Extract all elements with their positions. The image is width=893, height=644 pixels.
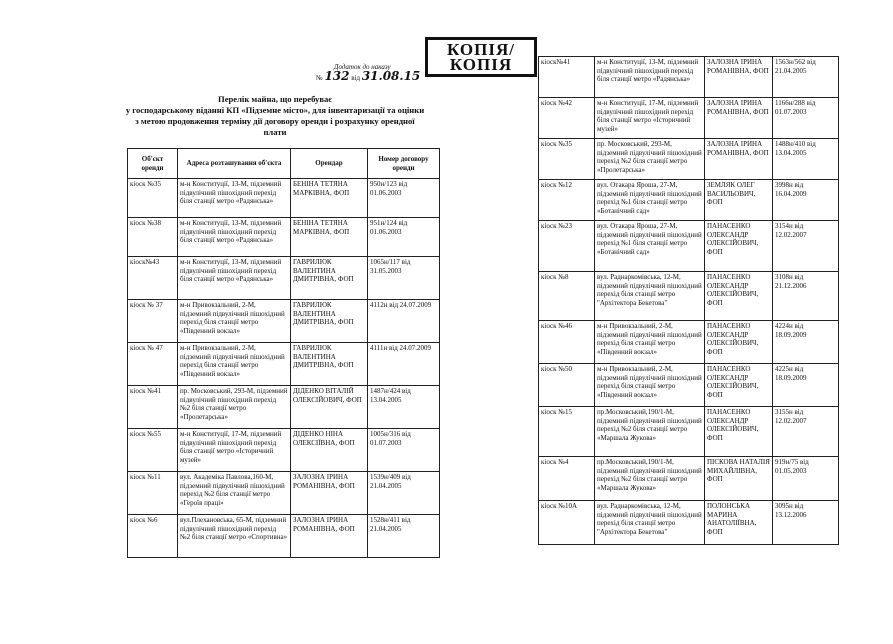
table-row bbox=[539, 364, 839, 407]
cell-object: кіоск №46 bbox=[539, 321, 595, 364]
table-row bbox=[128, 515, 440, 558]
table-header-row bbox=[128, 149, 440, 179]
cell-object: кіоск №11 bbox=[128, 472, 178, 515]
addendum-from-label: від bbox=[351, 74, 361, 82]
title-line-2: у господарському віданні КП «Підземне місто», для інвентаризації та оцінки bbox=[125, 105, 425, 115]
cell-contract: 1539н/409 від 21.04.2005 bbox=[368, 472, 440, 515]
cell-tenant: ЗАЛОЗНА ІРИНА РОМАНІВНА, ФОП bbox=[705, 57, 773, 98]
table-row bbox=[128, 472, 440, 515]
cell-contract: 1488н/410 від 13.04.2005 bbox=[773, 139, 839, 180]
addendum-label: Додаток до наказу bbox=[334, 63, 391, 71]
property-table-right bbox=[538, 56, 839, 545]
table-body-right bbox=[539, 57, 839, 545]
table-row bbox=[539, 98, 839, 139]
cell-object: кіоск №42 bbox=[539, 98, 595, 139]
cell-contract: 1005н/316 від 01.07.2003 bbox=[368, 429, 440, 472]
title-line-4: плати bbox=[263, 127, 287, 137]
header-object: Об'єкт оренди bbox=[128, 149, 178, 179]
cell-tenant: ЗАЛОЗНА ІРИНА РОМАНІВНА, ФОП bbox=[291, 472, 368, 515]
cell-contract: 4111н від 24.07.2009 bbox=[368, 343, 440, 386]
table-row bbox=[128, 429, 440, 472]
table-row bbox=[539, 180, 839, 221]
cell-object: кіоск №6 bbox=[128, 515, 178, 558]
cell-tenant: ПІСКОВА НАТАЛІЯ МИХАЙЛІВНА, ФОП bbox=[705, 457, 773, 501]
cell-tenant: ГАВРИЛЮК ВАЛЕНТИНА ДМИТРІВНА, ФОП bbox=[291, 343, 368, 386]
cell-address: м-н Привокзальний, 2-М, підземний підвулічний пішохідний перехід біля станції метро «Південний вокзал» bbox=[595, 321, 705, 364]
addendum-number: 132 bbox=[324, 69, 350, 83]
property-table-left bbox=[127, 148, 440, 558]
cell-address: м-н Привокзальний, 2-М, підземний підвулічний пішохідний перехід біля станції метро «Південний вокзал» bbox=[178, 300, 291, 343]
stamp-line-1: КОПІЯ/ bbox=[447, 40, 515, 59]
cell-address: вул. Академіка Павлова,160-М, підземний підвулічний пішохідний перехід №2 біля станції метро «Героїв праці» bbox=[178, 472, 291, 515]
cell-contract: 1528н/411 від 21.04.2005 bbox=[368, 515, 440, 558]
order-addendum-note bbox=[316, 63, 420, 83]
cell-address: м-н Конституції, 13-М, підземний підвулічний пішохідний перехід біля станції метро «Радянська» bbox=[178, 179, 291, 218]
cell-tenant: БЕНІНА ТЕТЯНА МАРКІВНА, ФОП bbox=[291, 218, 368, 257]
cell-address: м-н Конституції, 17-М, підземний підвулічний пішохідний перехід біля станції метро «Історичний музей» bbox=[178, 429, 291, 472]
table-row bbox=[128, 300, 440, 343]
title-line-1: Перелік майна, що перебуває bbox=[218, 94, 332, 104]
table-row bbox=[128, 386, 440, 429]
cell-tenant: ДІДЕНКО ВІТАЛІЙ ОЛЕКСІЙОВИЧ, ФОП bbox=[291, 386, 368, 429]
table-row bbox=[539, 407, 839, 457]
cell-contract: 1065н/117 від 31.05.2003 bbox=[368, 257, 440, 300]
cell-object: кіоск №41 bbox=[128, 386, 178, 429]
cell-contract: 3998н від 16.04.2009 bbox=[773, 180, 839, 221]
header-contract: Номер договору оренди bbox=[368, 149, 440, 179]
cell-tenant: ПАНАСЕНКО ОЛЕКСАНДР ОЛЕКСІЙОВИЧ, ФОП bbox=[705, 407, 773, 457]
cell-address: вул. Раднаркомівська, 12-М, підземний підвулічний пішохідний перехід біля станції метро "Архітектора Бекетова" bbox=[595, 272, 705, 321]
cell-contract: 950н/123 від 01.06.2003 bbox=[368, 179, 440, 218]
cell-contract: 1487н/424 від 13.04.2005 bbox=[368, 386, 440, 429]
cell-tenant: ЗАЛОЗНА ІРИНА РОМАНІВНА, ФОП bbox=[705, 98, 773, 139]
cell-tenant: ДІДЕНКО НІНА ОЛЕКСІЇВНА, ФОП bbox=[291, 429, 368, 472]
table-row bbox=[128, 179, 440, 218]
table-row bbox=[539, 221, 839, 272]
cell-address: пр.Московський,190/1-М, підземний підвулічний пішохідний перехід №2 біля станції метро «Маршала Жукова» bbox=[595, 457, 705, 501]
cell-contract: 951н/124 від 01.06.2003 bbox=[368, 218, 440, 257]
cell-tenant: ПАНАСЕНКО ОЛЕКСАНДР ОЛЕКСІЙОВИЧ, ФОП bbox=[705, 272, 773, 321]
cell-contract: 3155н від 12.02.2007 bbox=[773, 407, 839, 457]
cell-address: пр.Московський,190/1-М, підземний підвулічний пішохідний перехід №2 біля станції метро «Маршала Жукова» bbox=[595, 407, 705, 457]
table-row bbox=[539, 272, 839, 321]
cell-contract: 4225н від 18.09.2009 bbox=[773, 364, 839, 407]
cell-contract: 3154н від 12.02.2007 bbox=[773, 221, 839, 272]
cell-object: кіоск №12 bbox=[539, 180, 595, 221]
cell-contract: 3108н від 21.12.2006 bbox=[773, 272, 839, 321]
cell-tenant: ГАВРИЛЮК ВАЛЕНТИНА ДМИТРІВНА, ФОП bbox=[291, 300, 368, 343]
cell-object: кіоск №35 bbox=[128, 179, 178, 218]
cell-address: вул. Отакара Яроша, 27-М, підземний підвулічний пішохідний перехід №1 біля станції метро «Ботанічний сад» bbox=[595, 180, 705, 221]
cell-tenant: ЗАЛОЗНА ІРИНА РОМАНІВНА, ФОП bbox=[291, 515, 368, 558]
cell-tenant: ПОЛОНСЬКА МАРИНА АНАТОЛІЇВНА, ФОП bbox=[705, 501, 773, 545]
table-row bbox=[128, 257, 440, 300]
cell-tenant: ЗАЛОЗНА ІРИНА РОМАНІВНА, ФОП bbox=[705, 139, 773, 180]
cell-object: кіоск №15 bbox=[539, 407, 595, 457]
addendum-date: 31.08.15 bbox=[361, 69, 421, 83]
table-row bbox=[539, 57, 839, 98]
stamp-line-2: КОПІЯ bbox=[449, 55, 513, 74]
cell-contract: 4224н від 18.09.2009 bbox=[773, 321, 839, 364]
cell-address: вул. Отакара Яроша, 27-М, підземний підвулічний пішохідний перехід №1 біля станції метро «Ботанічний сад» bbox=[595, 221, 705, 272]
table-row bbox=[539, 457, 839, 501]
table-row bbox=[539, 321, 839, 364]
header-address: Адреса розташування об'єкта bbox=[178, 149, 291, 179]
cell-address: м-н Конституції, 17-М, підземний підвулічний пішохідний перехід біля станції метро «Історичний музей» bbox=[595, 98, 705, 139]
cell-object: кіоск№41 bbox=[539, 57, 595, 98]
cell-tenant: ЗЕМЛЯК ОЛЕГ ВАСИЛЬОВИЧ, ФОП bbox=[705, 180, 773, 221]
cell-contract: 3095н від 13.12.2006 bbox=[773, 501, 839, 545]
cell-tenant: ПАНАСЕНКО ОЛЕКСАНДР ОЛЕКСІЙОВИЧ, ФОП bbox=[705, 321, 773, 364]
cell-contract: 919н/75 від 01.05.2003 bbox=[773, 457, 839, 501]
cell-contract: 1166н/288 від 01.07.2003 bbox=[773, 98, 839, 139]
cell-tenant: ГАВРИЛЮК ВАЛЕНТИНА ДМИТРІВНА, ФОП bbox=[291, 257, 368, 300]
addendum-number-line bbox=[316, 69, 421, 83]
cell-tenant: БЕНІНА ТЕТЯНА МАРКІВНА, ФОП bbox=[291, 179, 368, 218]
table-row bbox=[128, 218, 440, 257]
cell-contract: 1563н/562 від 21.04.2005 bbox=[773, 57, 839, 98]
table-row bbox=[128, 343, 440, 386]
table-body-left bbox=[128, 179, 440, 558]
table-row bbox=[539, 501, 839, 545]
cell-address: пр. Московський, 293-М, підземний підвулічний пішохідний перехід №2 біля станції метро «Пролетарська» bbox=[178, 386, 291, 429]
cell-object: кіоск №4 bbox=[539, 457, 595, 501]
cell-object: кіоск №55 bbox=[128, 429, 178, 472]
cell-object: кіоск №38 bbox=[128, 218, 178, 257]
cell-object: кіоск № 47 bbox=[128, 343, 178, 386]
cell-tenant: ПАНАСЕНКО ОЛЕКСАНДР ОЛЕКСІЙОВИЧ, ФОП bbox=[705, 364, 773, 407]
cell-address: пр. Московський, 293-М, підземний підвулічний пішохідний перехід №2 біля станції метро «Пролетарська» bbox=[595, 139, 705, 180]
cell-address: м-н Конституції, 13-М, підземний підвулічний пішохідний перехід біля станції метро «Радянська» bbox=[595, 57, 705, 98]
cell-object: кіоск №35 bbox=[539, 139, 595, 180]
title-line-3: з метою продовження терміну дії договору оренди і розрахунку орендної bbox=[135, 116, 415, 126]
cell-address: м-н Привокзальний, 2-М, підземний підвулічний пішохідний перехід біля станції метро «Південний вокзал» bbox=[178, 343, 291, 386]
cell-address: вул. Раднаркомівська, 12-М, підземний підвулічний пішохідний перехід біля станції метро "Архітектора Бекетова" bbox=[595, 501, 705, 545]
copy-stamp bbox=[425, 37, 537, 77]
cell-tenant: ПАНАСЕНКО ОЛЕКСАНДР ОЛЕКСІЙОВИЧ, ФОП bbox=[705, 221, 773, 272]
addendum-no-label: № bbox=[316, 74, 323, 82]
cell-address: м-н Привокзальний, 2-М, підземний підвулічний пішохідний перехід біля станції метро «Південний вокзал» bbox=[595, 364, 705, 407]
cell-object: кіоск №8 bbox=[539, 272, 595, 321]
cell-address: вул.Плехановська, 65-М, підземний підвулічний пішохідний перехід №2 біля станції метро «Спортивна» bbox=[178, 515, 291, 558]
cell-object: кіоск №10А bbox=[539, 501, 595, 545]
cell-object: кіоск №50 bbox=[539, 364, 595, 407]
table-row bbox=[539, 139, 839, 180]
cell-object: кіоск №23 bbox=[539, 221, 595, 272]
cell-object: кіоск № 37 bbox=[128, 300, 178, 343]
header-tenant: Орендар bbox=[291, 149, 368, 179]
cell-address: м-н Конституції, 13-М, підземний підвулічний пішохідний перехід біля станції метро «Радянська» bbox=[178, 257, 291, 300]
document-title bbox=[104, 94, 446, 138]
cell-contract: 4112н від 24.07.2009 bbox=[368, 300, 440, 343]
cell-address: м-н Конституції, 13-М, підземний підвулічний пішохідний перехід біля станції метро «Радянська» bbox=[178, 218, 291, 257]
cell-object: кіоск№43 bbox=[128, 257, 178, 300]
